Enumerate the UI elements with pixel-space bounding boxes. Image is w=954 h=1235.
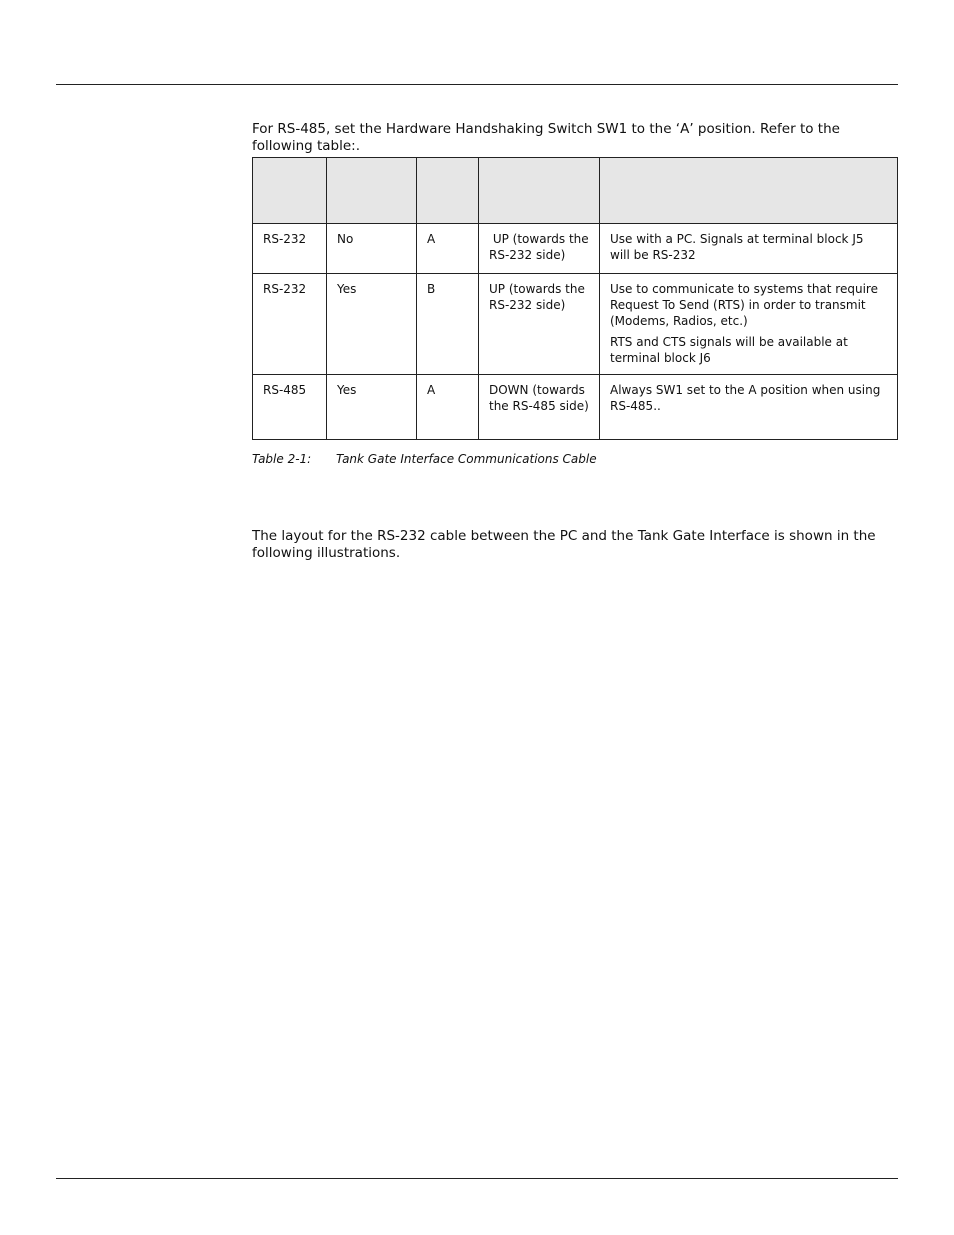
table-row [253,274,898,375]
table-cell: Yes [327,274,417,375]
table-row [253,224,898,274]
table-cell: A [417,224,479,274]
table-cell: Yes [327,375,417,440]
table-cell: UP (towards the RS-232 side) [479,224,600,274]
cell-note: Always SW1 set to the A position when using RS-485.. [610,383,881,413]
communications-table [252,157,898,440]
table-row [253,375,898,440]
header-cell [327,158,417,224]
table-cell: RS-232 [253,274,327,375]
caption-number: Table 2-1: [252,452,312,466]
table-cell: B [417,274,479,375]
table-cell: UP (towards the RS-232 side) [479,274,600,375]
header-rule [56,84,898,85]
header-cell [253,158,327,224]
intro-paragraph: For RS-485, set the Hardware Handshaking Switch SW1 to the ‘A’ position. Refer to the following table:. [252,120,840,154]
header-cell [417,158,479,224]
header-cell [479,158,600,224]
table-caption [252,452,597,466]
table-cell [600,274,898,375]
table-cell: RS-232 [253,224,327,274]
cell-note: Use to communicate to systems that require Request To Send (RTS) in order to transmit (Modems, Radios, etc.) [610,282,878,328]
table-cell: RS-485 [253,375,327,440]
cell-note: Use with a PC. Signals at terminal block J5 will be RS-232 [610,232,864,262]
cell-note: RTS and CTS signals will be available at terminal block J6 [610,335,848,365]
table-cell: No [327,224,417,274]
caption-title: Tank Gate Interface Communications Cable [336,452,597,466]
table-cell: DOWN (towards the RS-485 side) [479,375,600,440]
footer-rule [56,1178,898,1179]
table-header-row [253,158,898,224]
header-cell [600,158,898,224]
layout-paragraph: The layout for the RS-232 cable between the PC and the Tank Gate Interface is shown in the following illustrations. [252,527,876,561]
table-cell: A [417,375,479,440]
table-cell [600,224,898,274]
table-cell [600,375,898,440]
